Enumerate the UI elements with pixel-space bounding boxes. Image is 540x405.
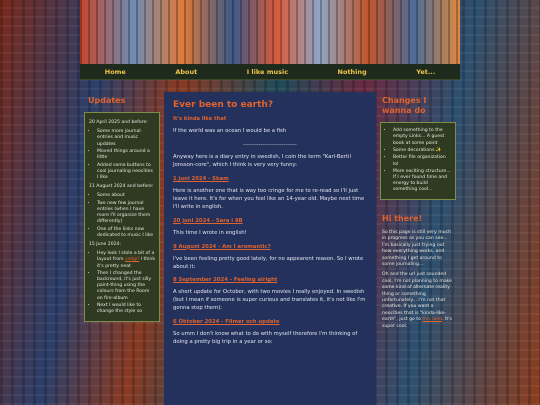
nav-about[interactable]: About <box>175 67 198 76</box>
update-heading: 20 April 2025 and before: <box>89 120 148 125</box>
hi-para: So this page is still very much in progress as you can see... I'm basically just trying out how everything works, and something I get around to some journaling... <box>382 229 452 267</box>
update-heading: 15 June 2024: <box>89 241 122 247</box>
changes-item: • More exciting structure... If I ever found time and energy to build something cool... <box>393 169 451 194</box>
entry-link-skam[interactable]: 1 juni 2024 - Skam <box>173 175 229 182</box>
main-content <box>164 92 376 405</box>
update-item: • Added some buttons to cool journaling neocities I like <box>97 163 155 182</box>
left-sidebar <box>80 92 164 405</box>
entry-link-filmer[interactable]: 6 Oktober 2024 - Filmer och update <box>173 319 280 326</box>
intro-text: If the world was an ocean I would be a fish <box>173 128 287 134</box>
entry-link-aromantic[interactable]: 9 August 2024 - Am I aromantic? <box>173 243 271 250</box>
hi-there-title: Hi there! <box>382 213 423 223</box>
update-item: • Two new few journal entries (when I have more I'll organize them differently) <box>97 201 155 226</box>
nav-home[interactable]: Home <box>104 67 126 76</box>
header-banner <box>80 0 460 64</box>
update-item: • Some more journal entries and music updates <box>97 129 155 148</box>
updates-title: Updates <box>88 96 126 105</box>
page-subtitle: It's kinda like that <box>173 116 227 122</box>
updates-box <box>84 112 160 322</box>
nav-music[interactable]: I like music <box>246 67 289 76</box>
update-item: • Moved things around a little <box>97 149 155 161</box>
separator: ---------------------------- <box>243 141 297 148</box>
changes-item: • Add something to the empty Links... A guest book at some point <box>393 128 451 147</box>
update-heading: 11 August 2024 and before: <box>89 184 154 190</box>
paragraph: Here is another one that is way too cringe for me to re-read so I'll just leave it here. It's for when you feel like an 14-year old. Maybe next time I'll write in english. <box>173 187 365 210</box>
hi-para: Oh and the url just sounded cool, I'm not planning to make some kind of alternate reality thing or something unfortunately... I'm not that creative. If you want a neocities that is "kinda-like-earth", just go to this land. It's super cool. <box>382 272 452 329</box>
update-item: • Next I would like to change the style so <box>97 303 155 315</box>
changes-box <box>380 122 456 200</box>
changes-item: • Better file organization lol <box>393 155 451 167</box>
entry-link-feeling-alright[interactable]: 8 September 2024 - Feeling alright <box>173 277 278 284</box>
update-item: • Some about <box>97 193 155 199</box>
nav-yet[interactable]: Yet... <box>416 67 436 76</box>
nav-nothing[interactable]: Nothing <box>337 67 367 76</box>
changes-title: Changes I wanna do <box>382 96 427 115</box>
top-nav <box>80 64 460 80</box>
update-item: • Hey look I stole a bit of a layout from sadgrl I think it's pretty neat <box>97 251 155 270</box>
update-item: • One of the links now dedicated to music I like <box>97 227 155 239</box>
sadgrl-link[interactable]: sadgrl <box>124 257 140 263</box>
paragraph: This time I wrote in english! <box>173 229 247 236</box>
page-wrapper <box>80 0 460 405</box>
right-sidebar <box>376 92 460 405</box>
paragraph: So umm I don't know what to do with myself therefore I'm thinking of doing a pretty big trip in a year or so: <box>173 331 358 346</box>
this-land-link[interactable]: this land <box>422 317 443 323</box>
paragraph: A short update for October, with two movies I really enjoyed. In swedish (but I mean if someone is super curious and translates it, it's not like I'm gonna stop them): <box>173 289 366 312</box>
paragraph: I've been feeling pretty good lately, for no appearent reason. So I wrote about it: <box>173 255 364 270</box>
hi-there-text <box>380 230 456 330</box>
paragraph: Anyway here is a diary entry in swedish, I coin the term "Karl-Bertil Jonsson-core", which I think is very very funny: <box>173 153 351 168</box>
changes-item: • Some decorations ✨ <box>393 148 451 154</box>
entry-link-sara[interactable]: 20 juni 2024 - Sara i 8B <box>173 217 243 224</box>
update-item: • Then I changed the backround, it's just silly paint-thing using the colours from the Room on fire-album <box>97 271 155 302</box>
page-title: Ever been to earth? <box>173 100 274 110</box>
